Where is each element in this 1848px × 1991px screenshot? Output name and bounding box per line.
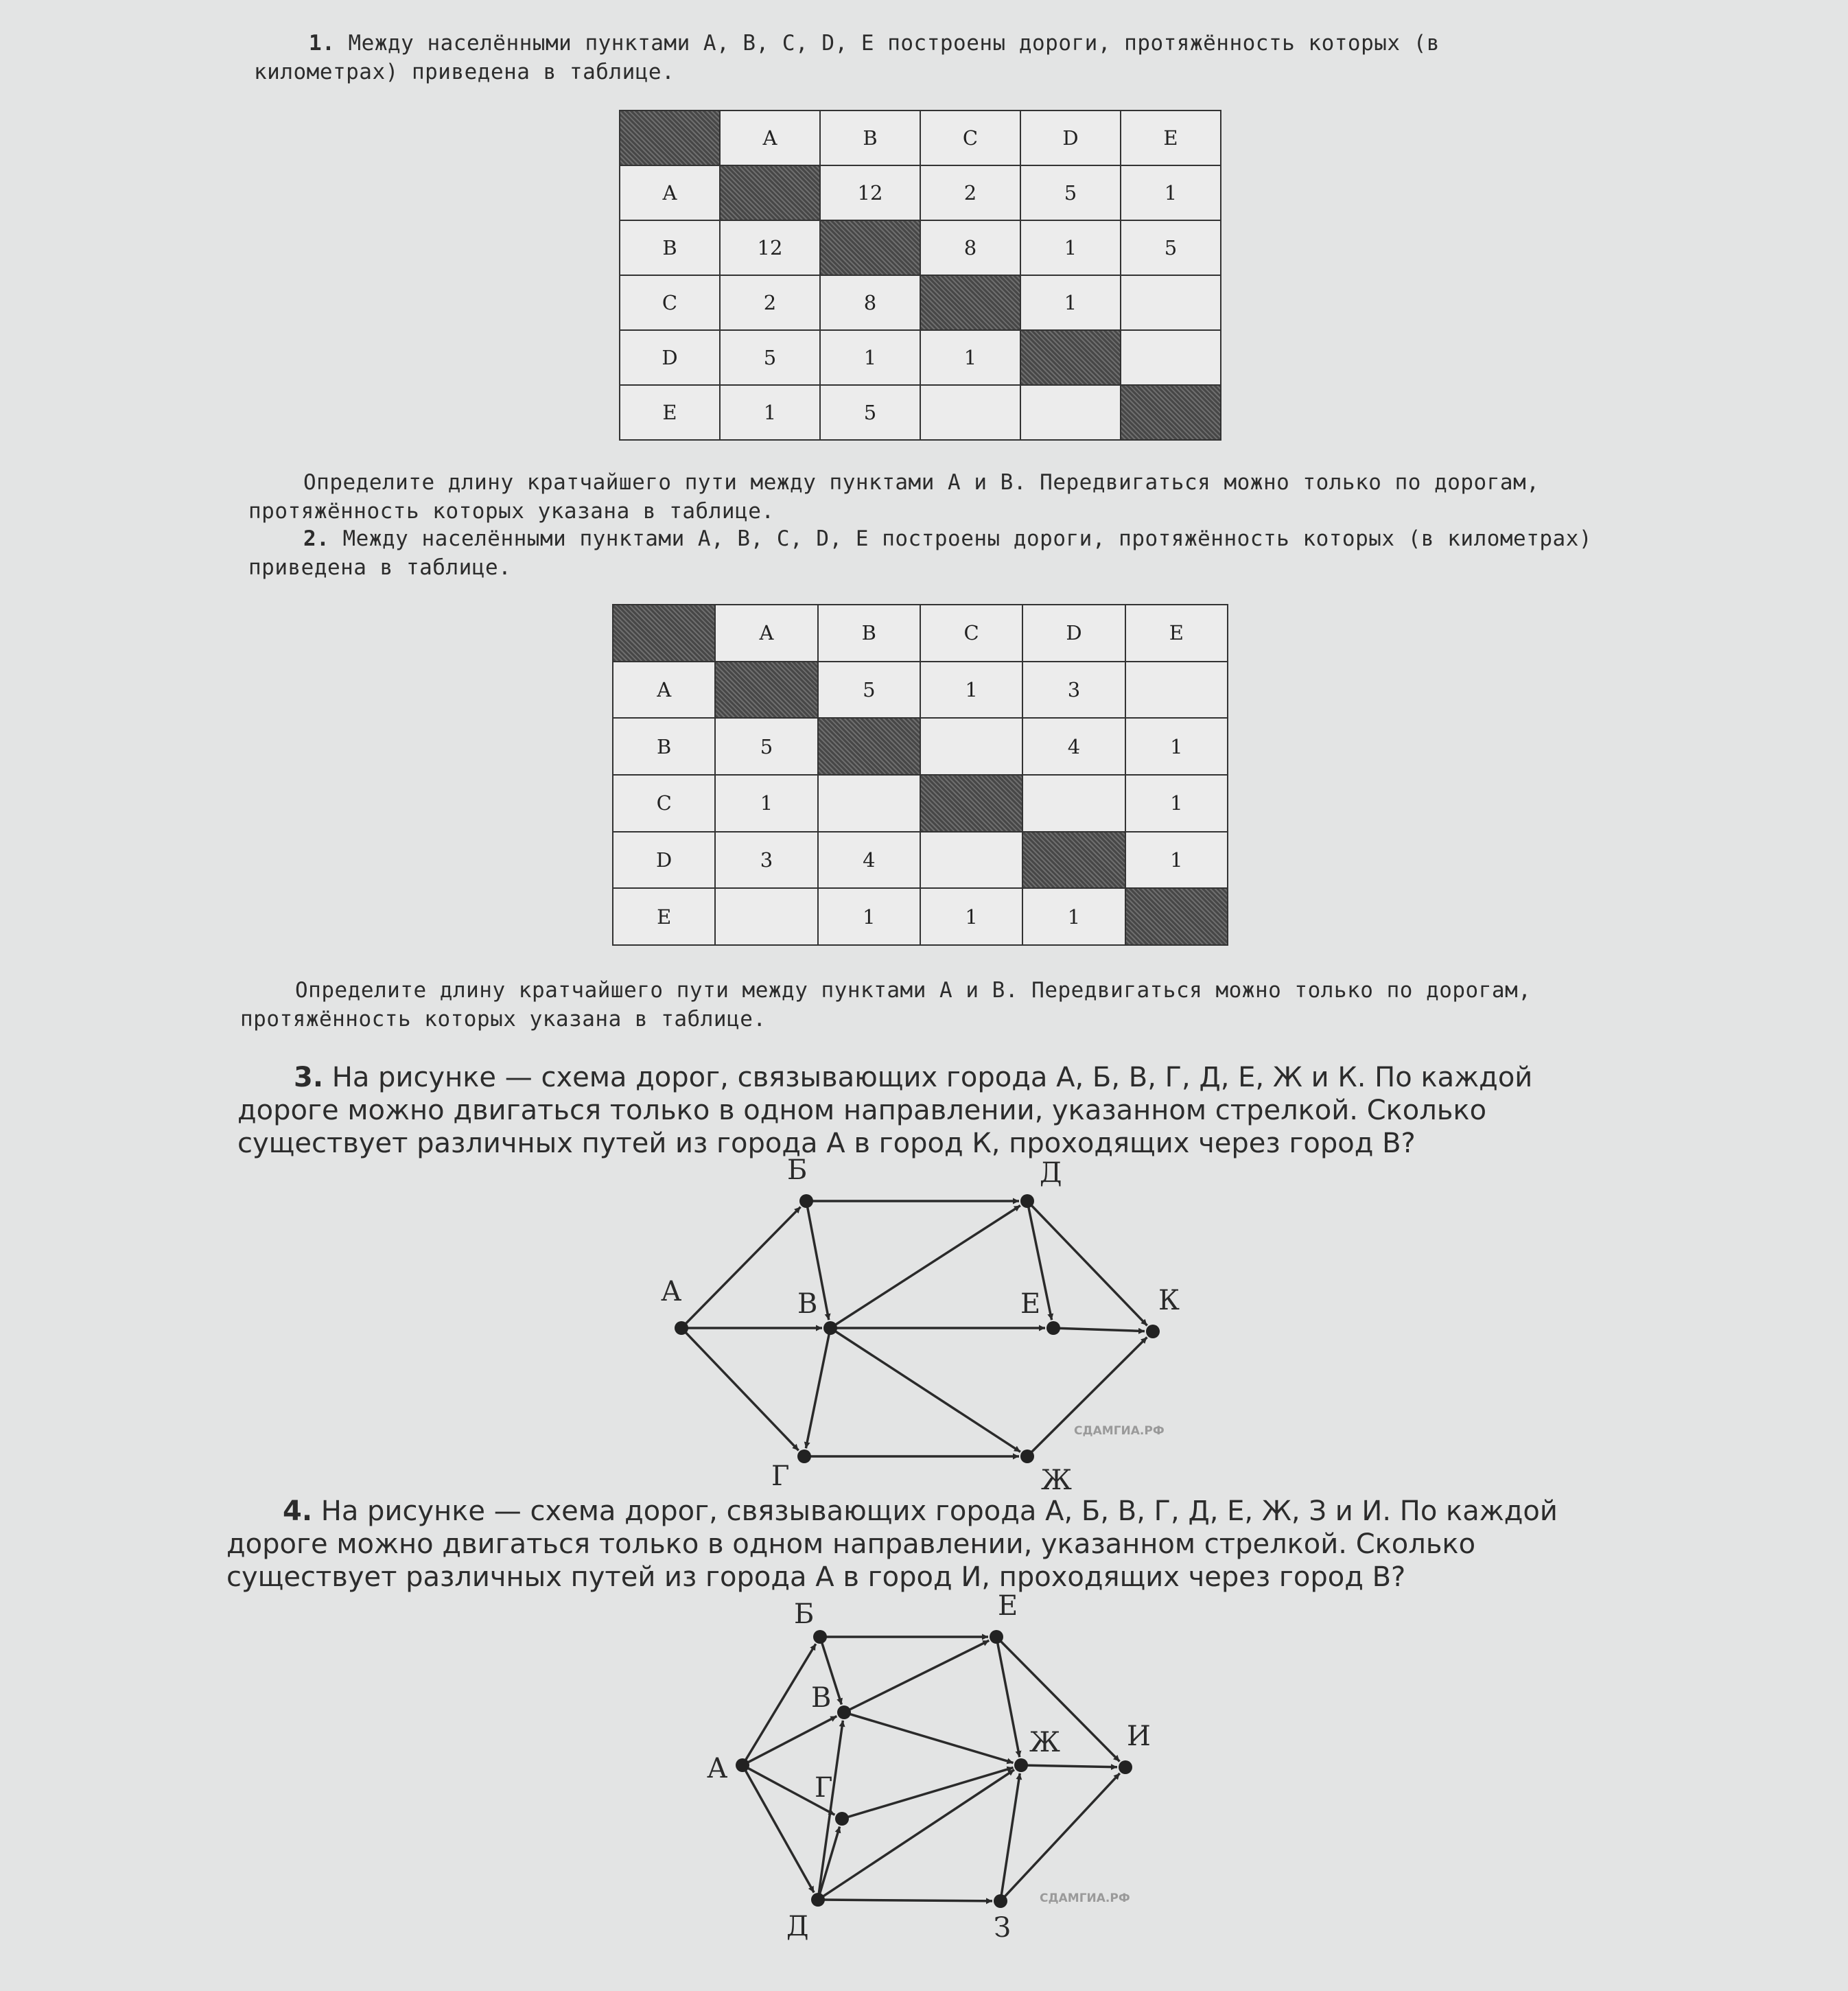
road-arrow-16: [1003, 1773, 1120, 1898]
distance-cell: 8: [820, 275, 920, 330]
distance-cell: 5: [715, 718, 817, 775]
task4-number: 4.: [283, 1495, 313, 1527]
city-label: К: [1158, 1285, 1180, 1316]
road-arrow-1: [746, 1716, 837, 1764]
city-node: [1020, 1449, 1034, 1463]
distance-cell: 2: [720, 275, 820, 330]
task2-number: 2.: [303, 526, 330, 551]
city-label: Е: [998, 1590, 1018, 1622]
task4-body: На рисунке — схема дорог, связывающих города А, Б, В, Г, Д, Е, Ж, З и И. По каждой дороге можно двигаться только в одном направлении, указанном стрелкой. Сколько существует различных путей из города А в город И, проходящих через город В?: [226, 1495, 1558, 1593]
city-label: Б: [787, 1154, 808, 1186]
distance-cell: 5: [720, 330, 820, 385]
distance-cell: 4: [818, 832, 920, 889]
distance-cell: 5: [1121, 220, 1221, 275]
city-node: [835, 1812, 849, 1826]
distance-cell: 1: [818, 888, 920, 945]
city-node: [823, 1321, 837, 1335]
task1-intro-text: Между населёнными пунктами A, B, C, D, E построены дороги, протяжённость которых (в километрах) приведена в таблице.: [254, 31, 1440, 84]
city-label: Е: [1020, 1288, 1041, 1320]
distance-cell: 1: [920, 662, 1022, 719]
distance-cell: 1: [1020, 220, 1121, 275]
city-node: [994, 1894, 1007, 1908]
city-node: [736, 1758, 749, 1772]
distance-cell: 8: [920, 220, 1020, 275]
graph-3: [661, 1154, 1180, 1496]
column-header: D: [1022, 605, 1125, 662]
road-arrow-17: [1025, 1765, 1117, 1767]
graph4-watermark: СДАМГИА.РФ: [1040, 1891, 1130, 1905]
city-label: А: [661, 1276, 682, 1307]
road-arrow-8: [834, 1330, 1020, 1452]
distance-cell: 5: [818, 662, 920, 719]
road-arrow-2: [684, 1331, 799, 1450]
city-label: Д: [786, 1911, 809, 1942]
road-arrow-0: [745, 1644, 816, 1762]
task1-question: Определите длину кратчайшего пути между пунктами А и В. Передвигаться можно только по дорогам, протяжённость которых указана в таблице.: [248, 470, 1540, 524]
distance-cell: 3: [1022, 662, 1125, 719]
city-label: Д: [1040, 1157, 1062, 1189]
road-arrow-5: [834, 1206, 1020, 1326]
distance-cell: 1: [920, 888, 1022, 945]
road-arrow-15: [1001, 1773, 1020, 1897]
row-header: E: [613, 888, 715, 945]
row-header: B: [613, 718, 715, 775]
road-arrow-8: [846, 1767, 1014, 1817]
city-node: [1046, 1321, 1060, 1335]
graph-4: [707, 1590, 1151, 1944]
city-node: [811, 1893, 825, 1907]
column-header: B: [818, 605, 920, 662]
task2-question: Определите длину кратчайшего пути между пунктами А и В. Передвигаться можно только по дорогам, протяжённость которых указана в таблице.: [240, 978, 1532, 1032]
road-arrow-7: [848, 1714, 1014, 1763]
distance-cell: 2: [920, 165, 1020, 220]
city-node: [1119, 1760, 1132, 1774]
city-node: [799, 1194, 813, 1208]
city-label: Г: [771, 1460, 790, 1492]
row-header: A: [613, 662, 715, 719]
column-header: C: [920, 605, 1022, 662]
distance-cell: 1: [720, 385, 820, 440]
task1-number: 1.: [309, 31, 336, 56]
row-header: C: [620, 275, 720, 330]
distance-cell: 4: [1022, 718, 1125, 775]
distance-cell: 1: [1125, 832, 1228, 889]
distance-cell: 1: [1121, 165, 1221, 220]
road-arrow-0: [684, 1207, 800, 1325]
column-header: A: [715, 605, 817, 662]
distance-cell: 5: [820, 385, 920, 440]
distance-cell: 1: [1022, 888, 1125, 945]
row-header: B: [620, 220, 720, 275]
distance-cell: 1: [715, 775, 817, 832]
column-header: E: [1125, 605, 1228, 662]
city-label: Г: [815, 1772, 833, 1804]
city-node: [675, 1321, 688, 1335]
road-arrow-10: [1030, 1204, 1147, 1325]
city-node: [813, 1630, 827, 1644]
distance-cell: 12: [720, 220, 820, 275]
city-node: [990, 1630, 1003, 1644]
distance-cell: 1: [1125, 775, 1228, 832]
road-arrow-7: [806, 1332, 829, 1448]
row-header: D: [620, 330, 720, 385]
city-label: В: [797, 1288, 818, 1320]
distance-cell: 1: [1125, 718, 1228, 775]
row-header: D: [613, 832, 715, 889]
task3-body: На рисунке — схема дорог, связывающих города А, Б, В, Г, Д, Е, Ж и К. По каждой дороге можно двигаться только в одном направлении, указанном стрелкой. Сколько существует различных путей из города А в город К, проходящих через город В?: [237, 1062, 1533, 1159]
city-label: З: [994, 1912, 1011, 1944]
graph3-watermark: СДАМГИА.РФ: [1074, 1424, 1165, 1438]
column-header: E: [1121, 110, 1221, 165]
column-header: A: [720, 110, 820, 165]
city-label: В: [811, 1682, 832, 1714]
city-node: [797, 1449, 811, 1463]
column-header: C: [920, 110, 1020, 165]
row-header: C: [613, 775, 715, 832]
column-header: D: [1020, 110, 1121, 165]
task3-number: 3.: [294, 1062, 324, 1093]
city-node: [1014, 1758, 1028, 1772]
city-label: Ж: [1041, 1465, 1072, 1496]
city-label: Ж: [1029, 1727, 1060, 1758]
city-label: Б: [794, 1598, 815, 1630]
task2-intro-text: Между населёнными пунктами A, B, C, D, E построены дороги, протяжённость которых (в километрах) приведена в таблице.: [248, 526, 1593, 580]
road-arrow-6: [847, 1640, 989, 1710]
distance-cell: 1: [920, 330, 1020, 385]
city-node: [837, 1705, 851, 1719]
distance-cell: 1: [1020, 275, 1121, 330]
city-label: А: [707, 1753, 728, 1784]
row-header: E: [620, 385, 720, 440]
city-label: И: [1127, 1721, 1151, 1752]
column-header: B: [820, 110, 920, 165]
road-arrow-11: [821, 1770, 1014, 1898]
distance-cell: 12: [820, 165, 920, 220]
road-arrow-11: [1057, 1328, 1145, 1331]
distance-cell: 5: [1020, 165, 1121, 220]
city-node: [1020, 1194, 1034, 1208]
row-header: A: [620, 165, 720, 220]
distance-cell: 3: [715, 832, 817, 889]
road-arrow-12: [822, 1900, 992, 1901]
distance-cell: 1: [820, 330, 920, 385]
road-arrow-3: [745, 1769, 814, 1892]
city-node: [1146, 1325, 1160, 1338]
